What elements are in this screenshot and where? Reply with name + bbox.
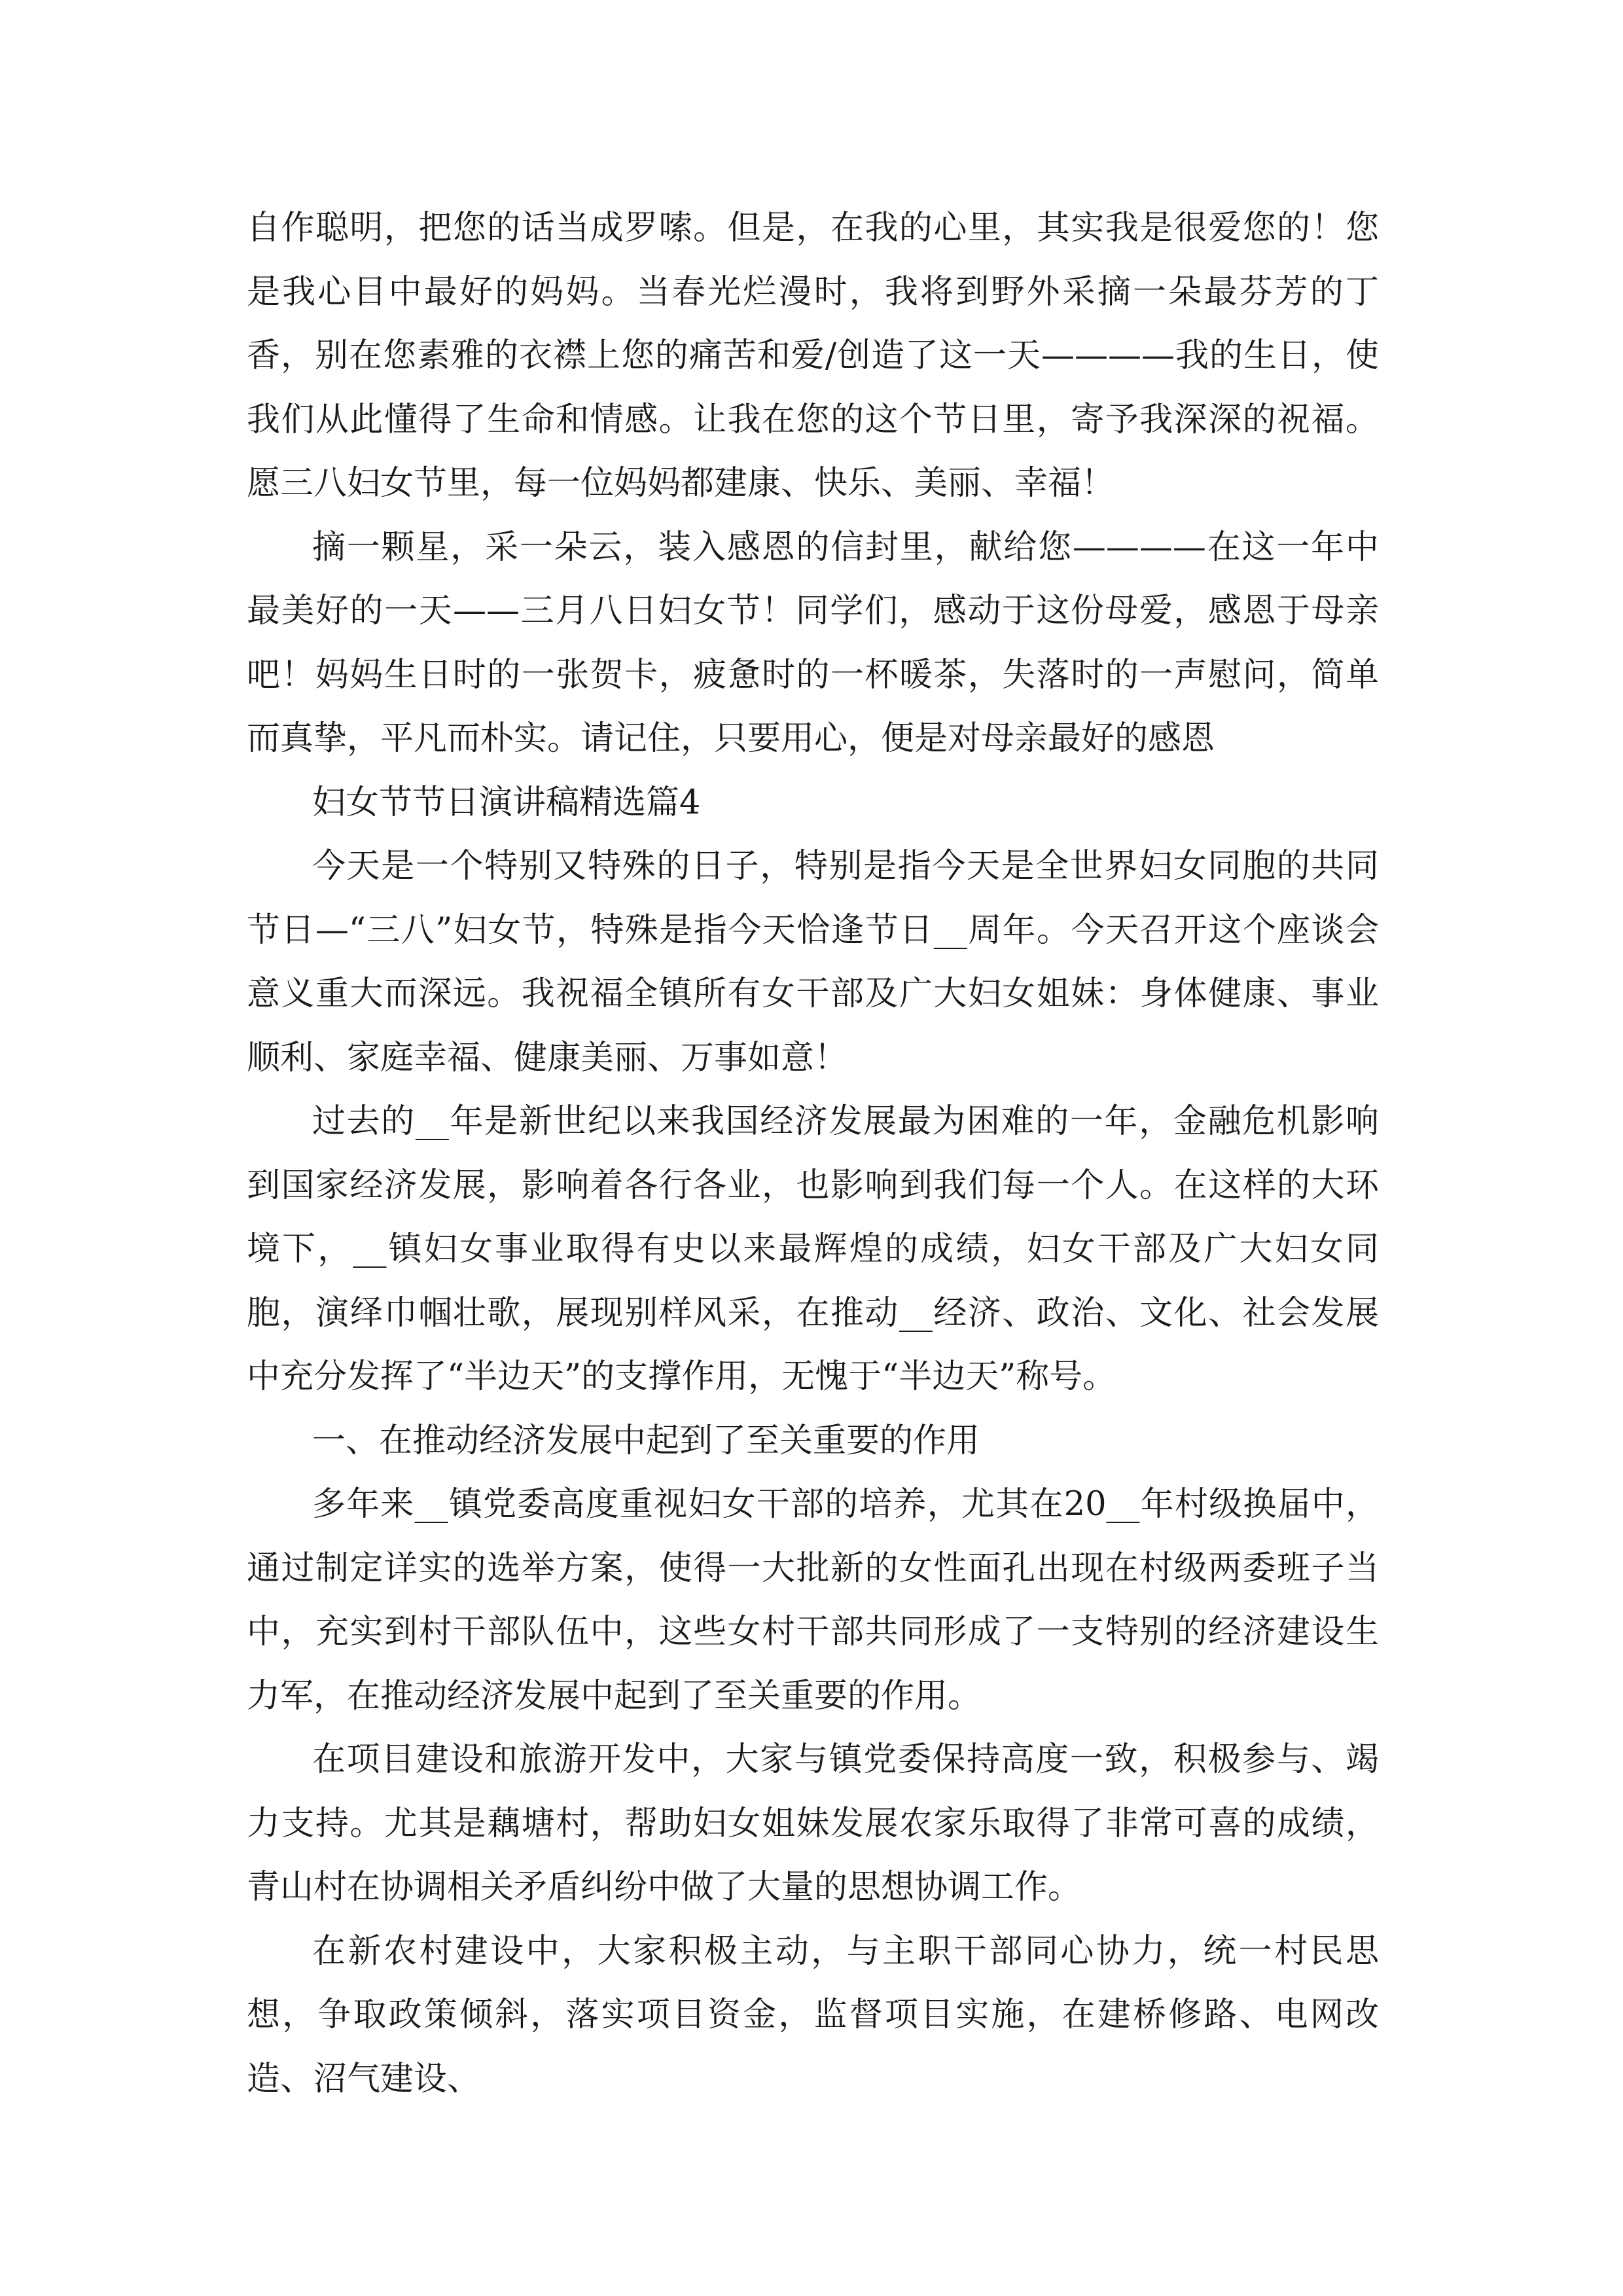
paragraph: 摘一颗星，采一朵云，装入感恩的信封里，献给您————在这一年中最美好的一天——三月八日妇女节！同学们，感动于这份母爱，感恩于母亲吧！妈妈生日时的一张贺卡，疲惫时的一杯暖茶，失落时的一声慰问，简单而真挚，平凡而朴实。请记住，只要用心，便是对母亲最好的感恩 [247, 528, 1379, 758]
section-heading: 妇女节节日演讲稿精选篇4 [312, 783, 701, 822]
paragraph-continuation: 自作聪明，把您的话当成罗嗦。但是，在我的心里，其实我是很爱您的！您是我心目中最好的妈妈。当春光烂漫时，我将到野外采摘一朵最芬芳的丁香，别在您素雅的衣襟上您的痛苦和爱/创造了这一天————我的生日，使我们从此懂得了生命和情感。让我在您的这个节日里，寄予我深深的祝福。愿三八妇女节里，每一位妈妈都建康、快乐、美丽、幸福！ [247, 209, 1379, 503]
paragraph: 在新农村建设中，大家积极主动，与主职干部同心协力，统一村民思想，争取政策倾斜，落实项目资金，监督项目实施，在建桥修路、电网改造、沼气建设、 [247, 1931, 1379, 2098]
paragraph: 今天是一个特别又特殊的日子，特别是指今天是全世界妇女同胞的共同节日—“三八”妇女节，特殊是指今天恰逢节日__周年。今天召开这个座谈会意义重大而深远。我祝福全镇所有女干部及广大妇女姐妹：身体健康、事业顺利、家庭幸福、健康美丽、万事如意！ [247, 847, 1379, 1077]
subsection-heading: 一、在推动经济发展中起到了至关重要的作用 [312, 1421, 980, 1460]
paragraph: 多年来__镇党委高度重视妇女干部的培养，尤其在20__年村级换届中，通过制定详实的选举方案，使得一大批新的女性面孔出现在村级两委班子当中，充实到村干部队伍中，这些女村干部共同形成了一支特别的经济建设生力军，在推动经济发展中起到了至关重要的作用。 [247, 1485, 1379, 1715]
paragraph: 在项目建设和旅游开发中，大家与镇党委保持高度一致，积极参与、竭力支持。尤其是藕塘村，帮助妇女姐妹发展农家乐取得了非常可喜的成绩，青山村在协调相关矛盾纠纷中做了大量的思想协调工作。 [247, 1740, 1379, 1907]
paragraph: 过去的__年是新世纪以来我国经济发展最为困难的一年，金融危机影响到国家经济发展，影响着各行各业，也影响到我们每一个人。在这样的大环境下，__镇妇女事业取得有史以来最辉煌的成绩，妇女干部及广大妇女同胞，演绎巾帼壮歌，展现别样风采，在推动__经济、政治、文化、社会发展中充分发挥了“半边天”的支撑作用，无愧于“半边天”称号。 [247, 1102, 1379, 1396]
document-body [247, 196, 1379, 2111]
